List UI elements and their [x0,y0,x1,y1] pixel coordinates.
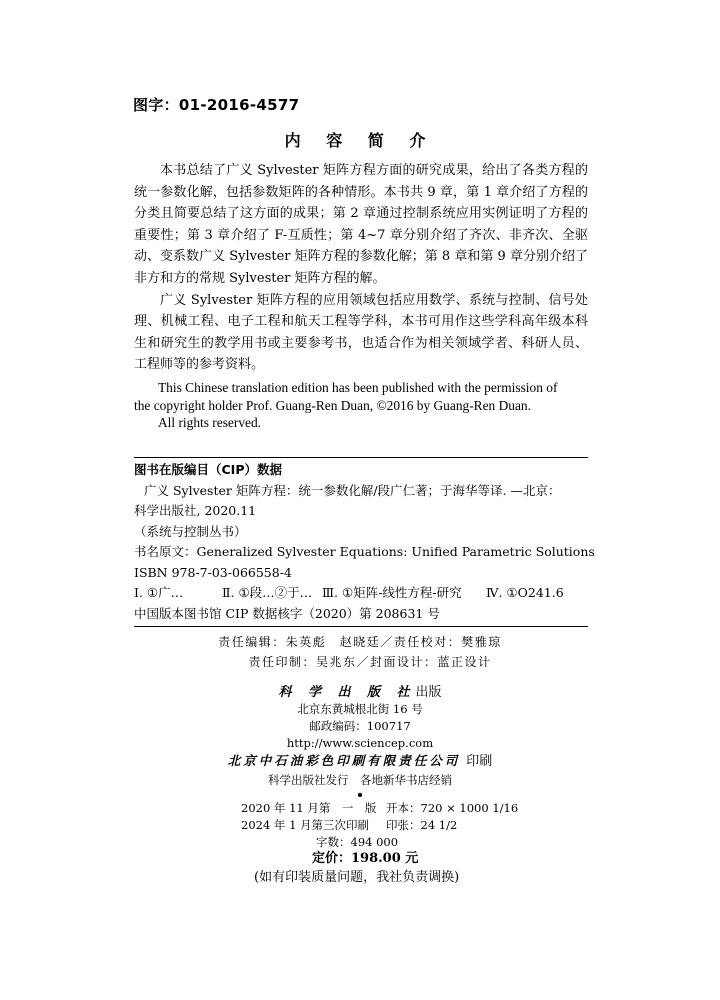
copyright-line-1: This Chinese translation edition has been published with the permission of [158,380,558,395]
editors-line-2: 责任印制：吴兆东／封面设计：蓝正设计 [248,655,492,669]
copyright-line-2: the copyright holder Prof. Guang-Ren Duan, ©2016 by Guang-Ren Duan. [134,397,531,413]
cip-number: 中国版本图书馆 CIP 数据核字（2020）第 208631 号 [134,605,440,621]
cip-series: （系统与控制丛书） [134,523,247,539]
publisher-website: http://www.sciencep.com [286,736,434,750]
cip-isbn: ISBN 978-7-03-066558-4 [134,564,292,580]
summary-section [134,160,588,376]
cip-top-divider [134,457,588,458]
editors-line-1: 责任编辑：朱英彪 赵晓廷／责任校对：樊雅琼 [218,635,502,649]
printer-suffix: 印刷 [466,754,493,769]
publisher-suffix: 出版 [415,685,442,700]
cip-title-line: 广义 Sylvester 矩阵方程：统一参数化解/段广仁著；于海华等译. —北京： [144,482,561,498]
summary-paragraph-1: 本书总结了广义 Sylvester 矩阵方程方面的研究成果，给出了各类方程的统一参数化解，包括参数矩阵的各种情形。本书共 9 章，第 1 章介绍了方程的分类且简要总结了这方面的成果；第 2 章通过控制系统应用实例证明了方程的重要性；第 3 章介绍了 F-互质性；第 4~7 章分别介绍了齐次、非齐次、全驱动、变系数广义 Sylvester 矩阵方程的参数化解；第 8 章和第 9 章分别介绍了非方和方的常规 Sylvester 矩阵方程的解。 [134,163,588,286]
publication-info [0,684,720,799]
classification-3: Ⅲ. ①矩阵-线性方程-研究 [322,585,462,600]
edition-line: 2020 年 11 月第 一 版 [241,801,377,815]
publisher-postcode: 邮政编码：100717 [309,719,411,733]
printer-line [0,752,720,770]
cip-classification [134,583,594,604]
separator-dot [0,789,720,799]
section-title: 内 容 简 介 [284,131,436,150]
registration-number: 图字：01-2016-4577 [133,96,300,114]
sheets-line: 印张：24 1/2 [386,818,458,832]
printer-name: 北京中石油彩色印刷有限责任公司 [227,753,461,768]
price-line: 定价：198.00 元 [312,851,419,866]
cip-bottom-divider [134,626,588,627]
classification-4: Ⅳ. ①O241.6 [486,585,564,600]
distribution-line: 科学出版社发行 各地新华书店经销 [268,773,452,787]
publisher-line [0,684,720,701]
summary-paragraph-2: 广义 Sylvester 矩阵方程的应用领域包括应用数学、系统与控制、信号处理、机械工程、电子工程和航天工程等学科，本书可用作这些学科高年级本科生和研究生的教学用书或主要参考书，也适合作为相关领域学者、科研人员、工程师等的参考资料。 [134,292,588,373]
publisher-address: 北京东黄城根北街 16 号 [297,702,423,716]
cip-heading: 图书在版编目（CIP）数据 [134,462,282,477]
classification-1: Ⅰ. ①广… [134,585,184,600]
cip-publisher-line: 科学出版社, 2020.11 [134,503,257,518]
copyright-line-3: All rights reserved. [158,415,262,431]
dot-icon [358,793,362,797]
printing-line: 2024 年 1 月第三次印刷 [241,818,370,832]
quality-notice: (如有印装质量问题，我社负责调换) [254,870,460,885]
word-count-line: 字数：494 000 [316,835,399,849]
format-line: 开本：720 × 1000 1/16 [386,801,519,815]
cip-original-title: 书名原文：Generalized Sylvester Equations: Unified Parametric Solutions [134,544,595,559]
editors-credits [0,632,720,672]
classification-2: Ⅱ. ①段…②于… [222,585,313,600]
copyright-notice [134,379,588,432]
publisher-name: 科 学 出 版 社 [278,685,416,700]
cip-data-block [134,460,594,624]
